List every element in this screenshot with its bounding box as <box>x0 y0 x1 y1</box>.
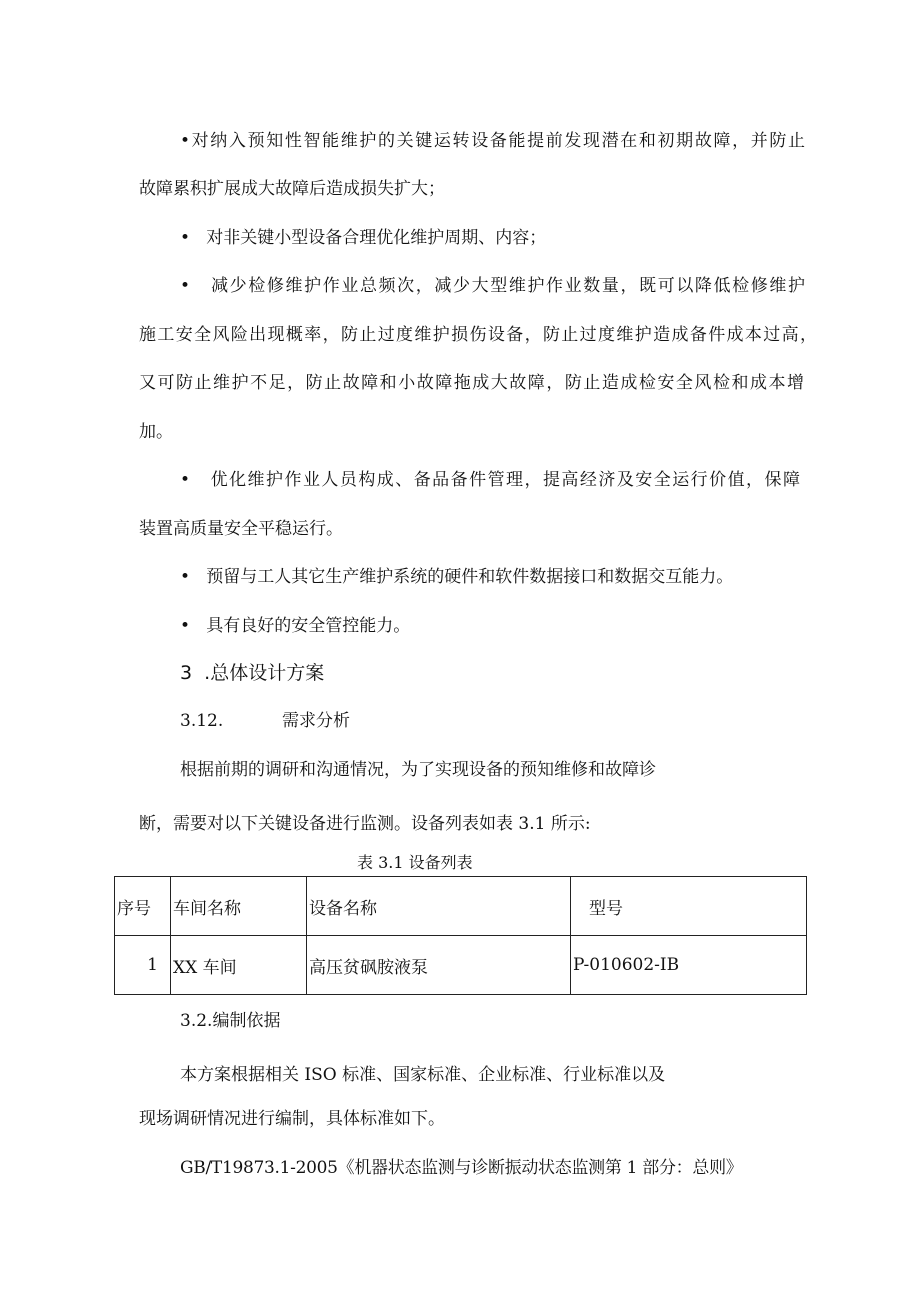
bullet-4-line-1: • 优化维护作业人员构成、备品备件管理，提高经济及安全运行价值，保障 <box>180 470 800 490</box>
section-3-1-title: 需求分析 <box>282 711 350 731</box>
section-3-1-para-line-1: 根据前期的调研和沟通情况，为了实现设备的预知维修和故障诊 <box>180 760 656 780</box>
bullet-2-line-1: • 对非关键小型设备合理优化维护周期、内容； <box>180 228 547 248</box>
bullet-1-line-1: •对纳入预知性智能维护的关键运转设备能提前发现潜在和初期故障，并防止 <box>180 131 805 151</box>
standard-reference: GB/T19873.1-2005《机器状态监测与诊断振动状态监测第 1 部分：总则》 <box>180 1158 743 1178</box>
bullet-3-line-4: 加。 <box>139 422 173 442</box>
cell-serial-number: 1 <box>115 936 171 995</box>
header-workshop-name: 车间名称 <box>171 877 307 936</box>
cell-workshop-name: XX 车间 <box>171 936 307 995</box>
section-3-2-para-line-1: 本方案根据相关 ISO 标准、国家标准、企业标准、行业标准以及 <box>180 1065 666 1085</box>
bullet-3-line-2: 施工安全风险出现概率，防止过度维护损伤设备，防止过度维护造成备件成本过高， <box>139 325 817 345</box>
cell-device-name: 高压贫砜胺液泵 <box>307 936 571 995</box>
section-3-2-para-line-2: 现场调研情况进行编制，具体标准如下。 <box>139 1109 445 1129</box>
header-device-name: 设备名称 <box>307 877 571 936</box>
bullet-4-line-2: 装置高质量安全平稳运行。 <box>139 519 343 539</box>
table-header-row <box>115 877 807 936</box>
bullet-1-line-2: 故障累积扩展成大故障后造成损失扩大； <box>139 179 445 199</box>
section-3-1-para-line-2: 断，需要对以下关键设备进行监测。设备列表如表 3.1 所示: <box>139 814 591 834</box>
equipment-table <box>114 876 807 995</box>
section-3-heading: 3 .总体设计方案 <box>180 662 325 684</box>
header-model: 型号 <box>571 877 807 936</box>
bullet-5-line-1: • 预留与工人其它生产维护系统的硬件和软件数据接口和数据交互能力。 <box>180 567 734 587</box>
bullet-3-line-1: • 减少检修维护作业总频次，减少大型维护作业数量，既可以降低检修维护 <box>180 276 805 296</box>
table-caption: 表 3.1 设备列表 <box>357 853 473 872</box>
section-3-2-heading: 3.2.编制依据 <box>180 1011 281 1031</box>
table-row <box>115 936 807 995</box>
bullet-3-line-3: 又可防止维护不足，防止故障和小故障拖成大故障，防止造成检安全风检和成本增 <box>139 373 804 393</box>
bullet-6-line-1: • 具有良好的安全管控能力。 <box>180 616 411 636</box>
header-serial-number: 序号 <box>115 877 171 936</box>
section-3-1-number: 3.12. <box>180 711 224 731</box>
cell-model: P-010602-IB <box>571 936 807 995</box>
